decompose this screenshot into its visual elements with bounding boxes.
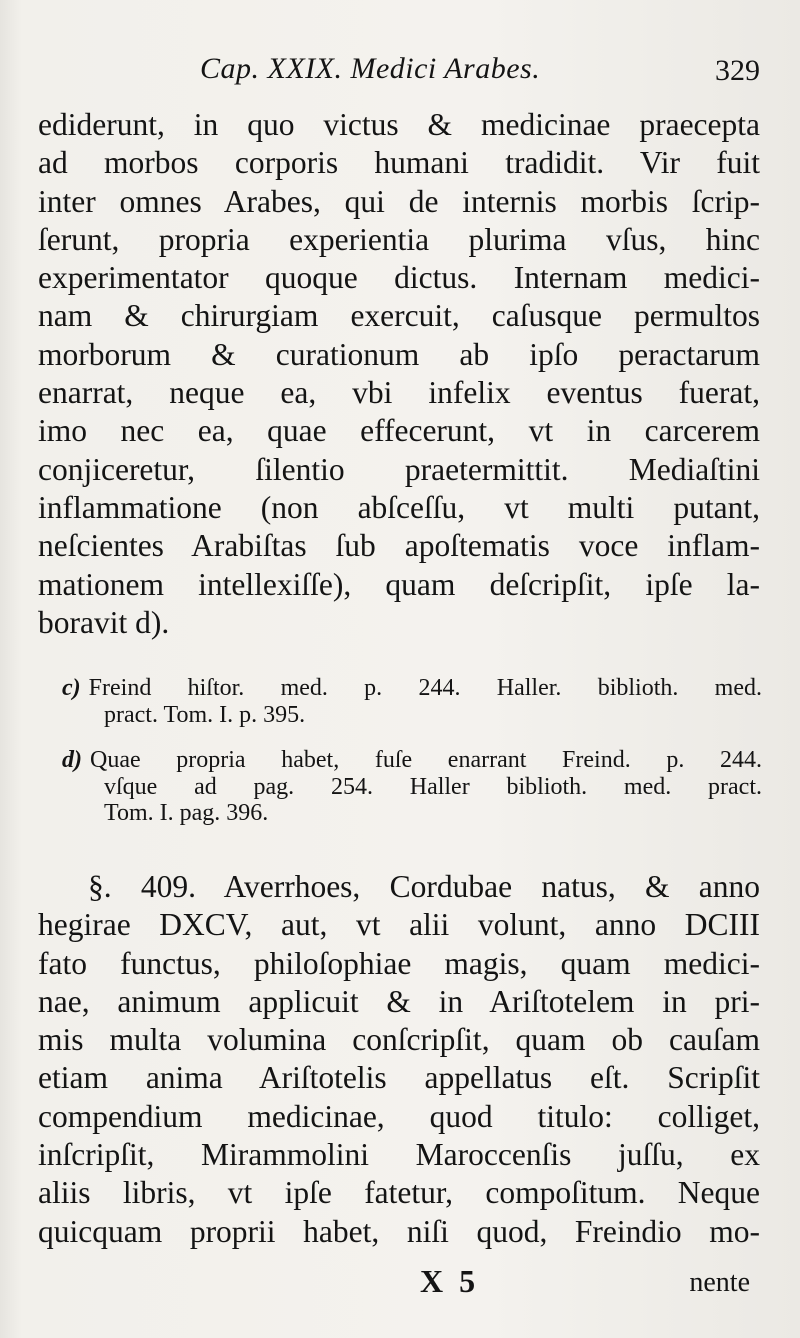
text-line: mis multa volumina conſcripſit, quam ob cauſam — [38, 1022, 760, 1058]
footnote-c — [62, 675, 762, 728]
text-line: ſerunt, propria experientia plurima vſus, hinc — [38, 221, 760, 257]
text-line: morborum & curationum ab ipſo peractarum — [38, 336, 760, 372]
text-line: mationem intellexiſſe), quam deſcripſit, ipſe la- — [38, 566, 760, 602]
page-number: 329 — [715, 54, 760, 87]
section-heading-line: §. 409. Averrhoes, Cordubae natus, & anno — [88, 869, 760, 904]
text-line: conjiceretur, ſilentio praetermittit. Mediaſtini — [38, 451, 760, 487]
text-line: ediderunt, in quo victus & medicinae praecepta — [38, 107, 760, 142]
text-line: etiam anima Ariſtotelis appellatus eſt. Scripſit — [38, 1060, 760, 1096]
footnote-marker: d) — [62, 747, 82, 773]
text-line: boravit d). — [38, 604, 170, 640]
footnote-line: Tom. I. pag. 396. — [104, 800, 269, 826]
text-line: nam & chirurgiam exercuit, caſusque permultos — [38, 298, 760, 334]
footnote-line — [62, 747, 762, 774]
footnote-text: Quae propria habet, fuſe enarrant Freind. p. 244. — [90, 747, 762, 773]
text-line: inter omnes Arabes, qui de internis morbis ſcrip- — [38, 183, 760, 219]
text-line: aliis libris, vt ipſe fatetur, compoſitum. Neque — [38, 1175, 760, 1211]
page-header — [40, 52, 760, 92]
footnote-line: pract. Tom. I. p. 395. — [104, 701, 306, 728]
text-line: inflammatione (non abſceſſu, vt multi putant, — [38, 489, 760, 525]
footnote-text: Freind hiſtor. med. p. 244. Haller. biblioth. med. — [88, 675, 762, 701]
text-line: fato functus, philoſophiae magis, quam medici- — [38, 945, 760, 981]
text-line: nae, animum applicuit & in Ariſtotelem in pri- — [38, 983, 760, 1019]
page-footer — [38, 1263, 760, 1303]
footnote-line — [62, 675, 762, 702]
footnote-marker: c) — [62, 675, 81, 701]
section-409 — [38, 868, 760, 1251]
text-line: neſcientes Arabiſtas ſub apoſtematis voce inflam- — [38, 528, 760, 564]
text-line: compendium medicinae, quod titulo: colliget, — [38, 1098, 760, 1134]
text-line: inſcripſit, Mirammolini Maroccenſis juſſu, ex — [38, 1137, 760, 1173]
footnote-d — [62, 747, 762, 827]
text-line: ad morbos corporis humani tradidit. Vir fuit — [38, 145, 760, 181]
text-line: quicquam proprii habet, niſi quod, Freindio mo- — [38, 1213, 760, 1249]
running-title: Cap. XXIX. Medici Arabes. — [200, 52, 541, 85]
catchword: nente — [689, 1267, 750, 1298]
text-line: hegirae DXCV, aut, vt alii volunt, anno DCIII — [38, 907, 760, 943]
text-line: enarrat, neque ea, vbi infelix eventus fuerat, — [38, 375, 760, 411]
text-line: experimentator quoque dictus. Internam medici- — [38, 260, 760, 296]
footnote-line: vſque ad pag. 254. Haller biblioth. med. pract. — [104, 773, 762, 800]
paragraph-continued — [38, 106, 760, 642]
text-line: imo nec ea, quae effecerunt, vt in carcerem — [38, 413, 760, 449]
signature-mark: X 5 — [420, 1263, 480, 1299]
